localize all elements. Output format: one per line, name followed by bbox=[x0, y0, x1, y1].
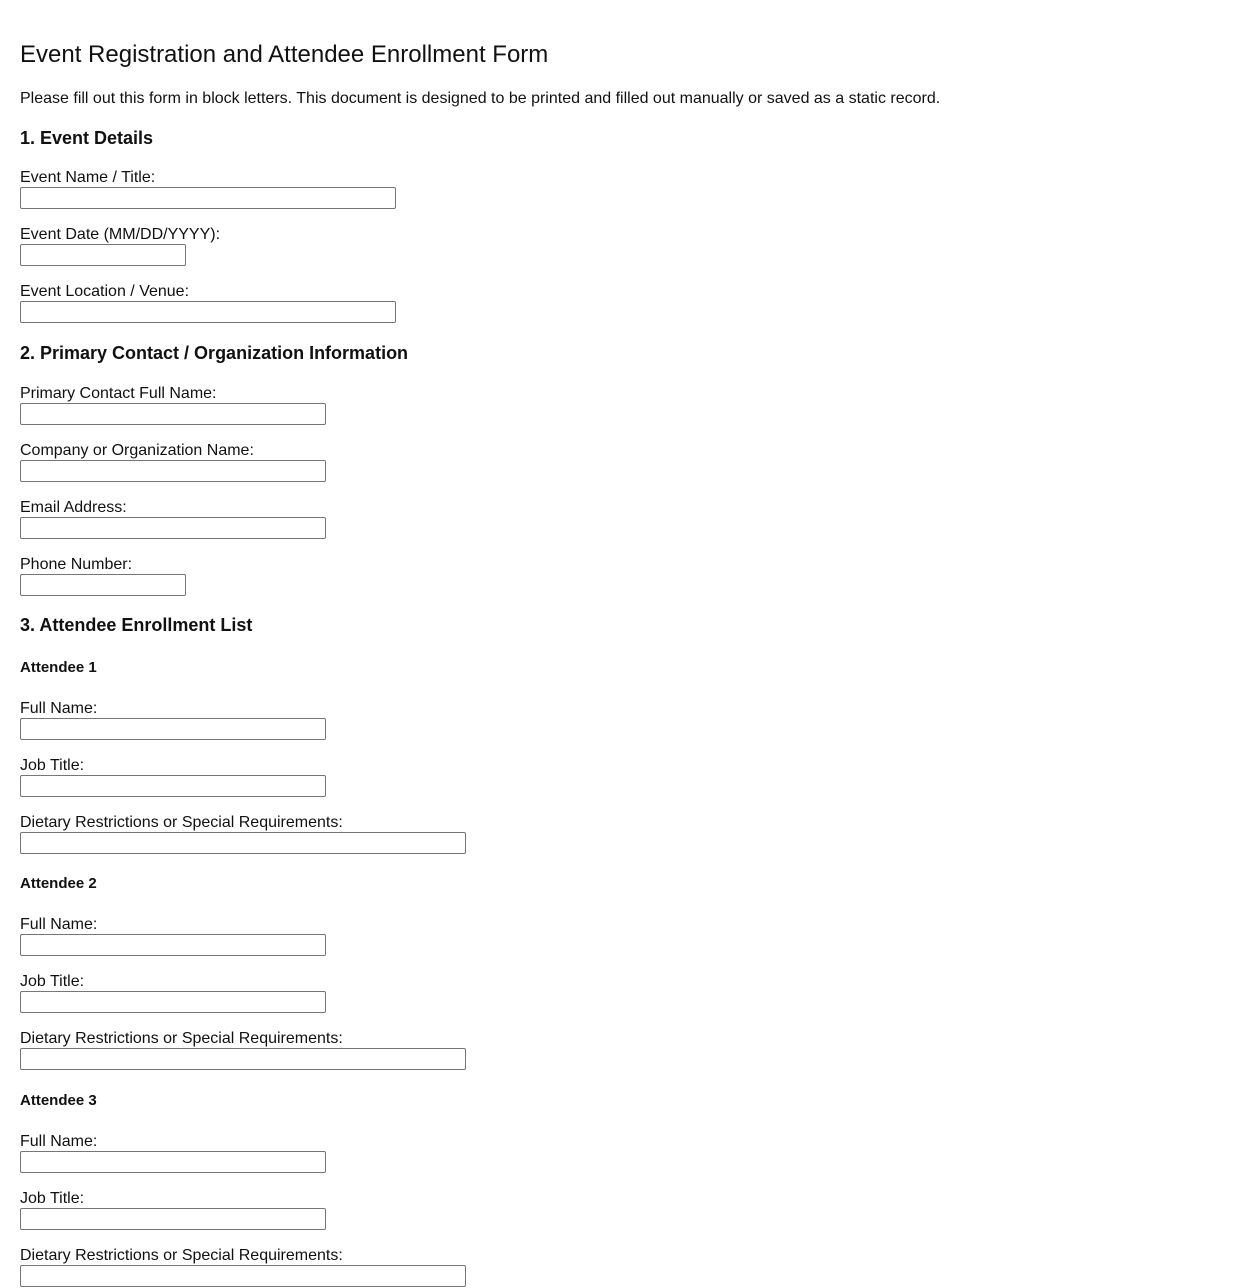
attendee-full-name-label: Full Name: bbox=[20, 916, 98, 933]
event-location-input[interactable] bbox=[20, 301, 396, 323]
section-heading-attendee-list: 3. Attendee Enrollment List bbox=[20, 615, 253, 635]
section-heading-primary-contact: 2. Primary Contact / Organization Information bbox=[20, 343, 409, 363]
email-label: Email Address: bbox=[20, 499, 127, 516]
attendee-full-name-input[interactable] bbox=[20, 934, 326, 956]
attendee-dietary-input[interactable] bbox=[20, 1265, 466, 1287]
company-name-input[interactable] bbox=[20, 460, 326, 482]
event-name-input[interactable] bbox=[20, 187, 396, 209]
attendee-dietary-label: Dietary Restrictions or Special Requirements: bbox=[20, 1247, 343, 1264]
event-location-label: Event Location / Venue: bbox=[20, 283, 190, 300]
attendee-heading: Attendee 1 bbox=[20, 659, 97, 676]
attendee-dietary-input[interactable] bbox=[20, 1048, 466, 1070]
attendee-full-name-label: Full Name: bbox=[20, 1133, 98, 1150]
event-date-label: Event Date (MM/DD/YYYY): bbox=[20, 226, 221, 243]
attendee-dietary-input[interactable] bbox=[20, 832, 466, 854]
attendee-job-title-input[interactable] bbox=[20, 991, 326, 1013]
contact-name-input[interactable] bbox=[20, 403, 326, 425]
form-intro: Please fill out this form in block letters. This document is designed to be printed and filled out manually or saved as a static record. bbox=[20, 90, 941, 107]
attendee-full-name-input[interactable] bbox=[20, 1151, 326, 1173]
attendee-job-title-input[interactable] bbox=[20, 775, 326, 797]
attendee-full-name-label: Full Name: bbox=[20, 700, 98, 717]
section-heading-event-details: 1. Event Details bbox=[20, 128, 154, 148]
company-name-label: Company or Organization Name: bbox=[20, 442, 254, 459]
attendee-job-title-input[interactable] bbox=[20, 1208, 326, 1230]
attendee-dietary-label: Dietary Restrictions or Special Requirements: bbox=[20, 1030, 343, 1047]
event-name-label: Event Name / Title: bbox=[20, 169, 156, 186]
attendee-heading: Attendee 3 bbox=[20, 1092, 97, 1109]
event-date-input[interactable] bbox=[20, 244, 186, 266]
attendee-heading: Attendee 2 bbox=[20, 875, 97, 892]
email-input[interactable] bbox=[20, 517, 326, 539]
contact-name-label: Primary Contact Full Name: bbox=[20, 385, 217, 402]
attendee-job-title-label: Job Title: bbox=[20, 1190, 85, 1207]
attendee-job-title-label: Job Title: bbox=[20, 973, 85, 990]
phone-input[interactable] bbox=[20, 574, 186, 596]
phone-label: Phone Number: bbox=[20, 556, 133, 573]
attendee-job-title-label: Job Title: bbox=[20, 757, 85, 774]
form-title: Event Registration and Attendee Enrollment Form bbox=[20, 41, 549, 68]
attendee-dietary-label: Dietary Restrictions or Special Requirements: bbox=[20, 814, 343, 831]
attendee-full-name-input[interactable] bbox=[20, 718, 326, 740]
